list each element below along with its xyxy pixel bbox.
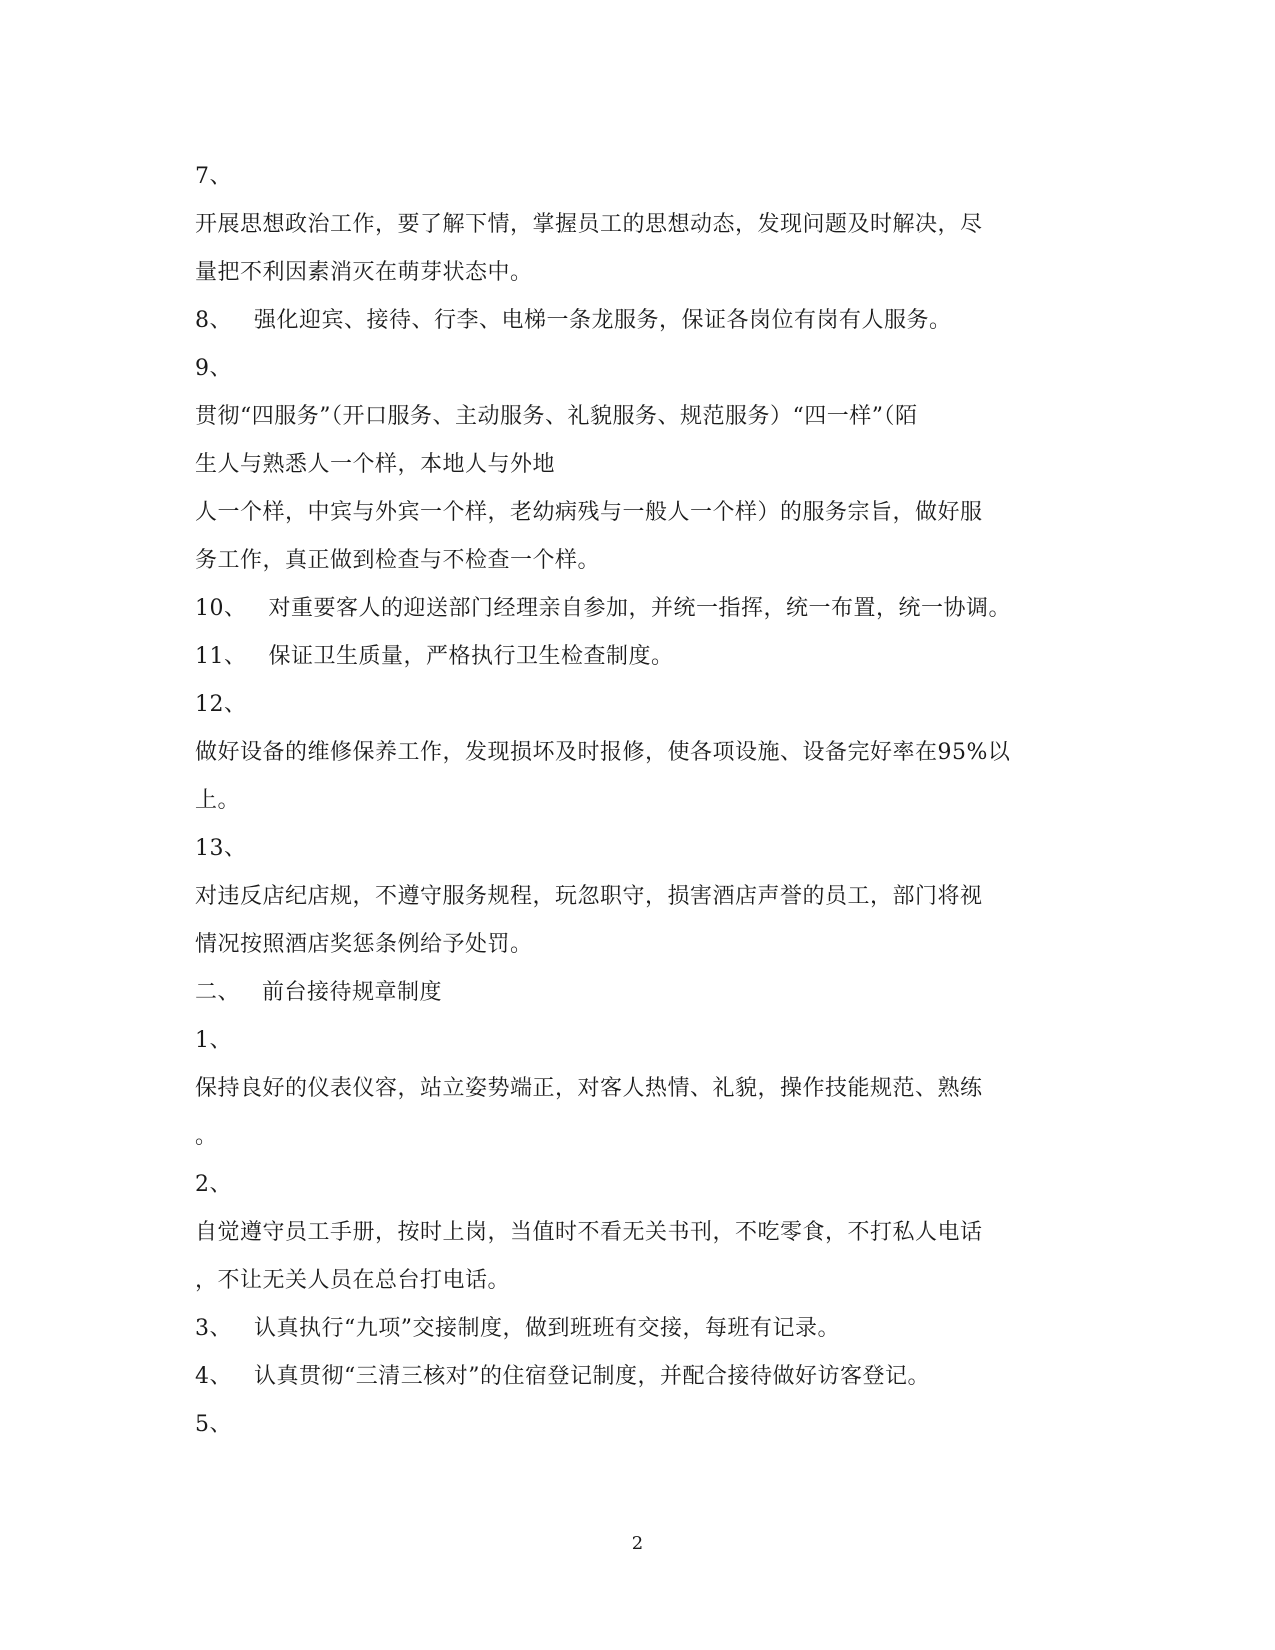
text-line	[195, 921, 1095, 969]
item-number: 二、	[195, 980, 241, 1005]
text-line	[195, 1353, 1095, 1401]
text-line	[195, 825, 1095, 873]
text-line	[195, 1209, 1095, 1257]
item-number: 4、	[195, 1364, 232, 1389]
line-text: 生人与熟悉人一个样，本地人与外地	[195, 452, 556, 477]
line-text: 自觉遵守员工手册，按时上岗，当值时不看无关书刊，不吃零食，不打私人电话	[195, 1220, 983, 1245]
line-text: 量把不利因素消灭在萌芽状态中。	[195, 260, 533, 285]
line-text: 前台接待规章制度	[262, 980, 443, 1005]
line-text: 强化迎宾、接待、行李、电梯一条龙服务，保证各岗位有岗有人服务。	[254, 308, 952, 333]
item-number: 8、	[195, 308, 232, 333]
line-text: 认真贯彻“三清三核对”的住宿登记制度，并配合接待做好访客登记。	[254, 1364, 930, 1389]
line-text: 。	[195, 1124, 218, 1149]
line-text: 人一个样，中宾与外宾一个样，老幼病残与一般人一个样）的服务宗旨，做好服	[195, 500, 983, 525]
text-line	[195, 1113, 1095, 1161]
text-line	[195, 153, 1095, 201]
text-line	[195, 1161, 1095, 1209]
text-line	[195, 489, 1095, 537]
item-number: 5、	[195, 1412, 232, 1437]
text-line	[195, 1257, 1095, 1305]
text-line	[195, 969, 1095, 1017]
text-line	[195, 297, 1095, 345]
text-line	[195, 729, 1095, 777]
line-text: 情况按照酒店奖惩条例给予处罚。	[195, 932, 533, 957]
text-line	[195, 1017, 1095, 1065]
text-line	[195, 393, 1095, 441]
line-text: ，不让无关人员在总台打电话。	[195, 1268, 511, 1293]
line-text: 保证卫生质量，严格执行卫生检查制度。	[268, 644, 674, 669]
line-text: 务工作，真正做到检查与不检查一个样。	[195, 548, 601, 573]
item-number: 11、	[195, 644, 247, 669]
text-line	[195, 777, 1095, 825]
text-line	[195, 1401, 1095, 1449]
document-body	[195, 153, 1095, 1449]
line-text: 对重要客人的迎送部门经理亲自参加，并统一指挥，统一布置，统一协调。	[268, 596, 1012, 621]
item-number: 2、	[195, 1172, 232, 1197]
line-text: 做好设备的维修保养工作，发现损坏及时报修，使各项设施、设备完好率在95%以	[195, 740, 1011, 765]
text-line	[195, 633, 1095, 681]
item-number: 9、	[195, 356, 232, 381]
text-line	[195, 201, 1095, 249]
text-line	[195, 681, 1095, 729]
line-text: 对违反店纪店规，不遵守服务规程，玩忽职守，损害酒店声誉的员工，部门将视	[195, 884, 983, 909]
line-text: 保持良好的仪表仪容，站立姿势端正，对客人热情、礼貌，操作技能规范、熟练	[195, 1076, 983, 1101]
item-number: 1、	[195, 1028, 232, 1053]
text-line	[195, 249, 1095, 297]
line-text: 开展思想政治工作，要了解下情，掌握员工的思想动态，发现问题及时解决，尽	[195, 212, 983, 237]
text-line	[195, 873, 1095, 921]
text-line	[195, 1065, 1095, 1113]
item-number: 10、	[195, 596, 247, 621]
text-line	[195, 585, 1095, 633]
line-text: 贯彻“四服务”（开口服务、主动服务、礼貌服务、规范服务）“四一样”（陌	[195, 404, 918, 429]
text-line	[195, 1305, 1095, 1353]
line-text: 上。	[195, 788, 241, 813]
text-line	[195, 537, 1095, 585]
item-number: 3、	[195, 1316, 232, 1341]
text-line	[195, 345, 1095, 393]
item-number: 7、	[195, 164, 232, 189]
text-line	[195, 441, 1095, 489]
line-text: 认真执行“九项”交接制度，做到班班有交接，每班有记录。	[254, 1316, 840, 1341]
item-number: 12、	[195, 692, 247, 717]
page-number: 2	[631, 1533, 644, 1554]
item-number: 13、	[195, 836, 247, 861]
